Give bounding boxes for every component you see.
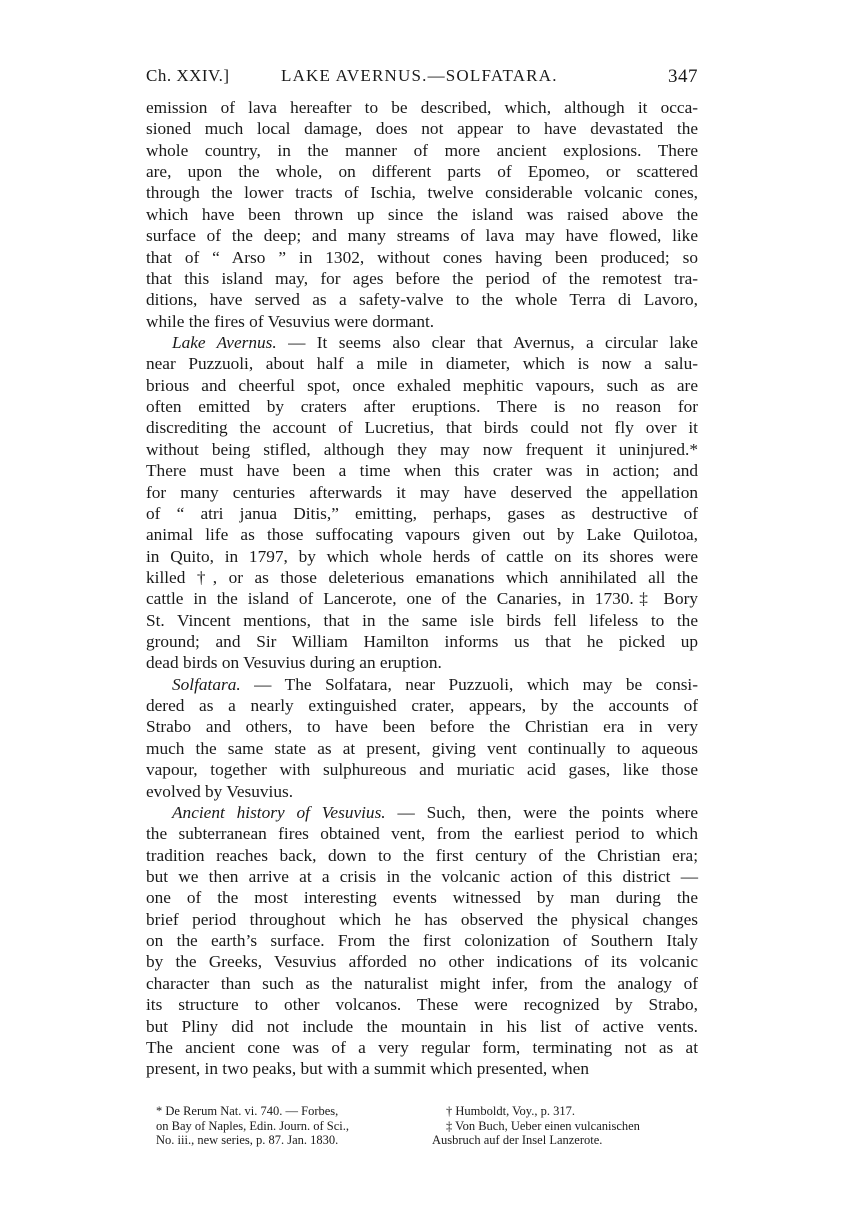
text-line: killed †, or as those deleterious emanations which annihilated all the xyxy=(146,567,698,587)
text-line: whole country, in the manner of more ancient explosions. There xyxy=(146,140,698,160)
running-title: LAKE AVERNUS.—SOLFATARA. xyxy=(281,66,558,85)
text-line: St. Vincent mentions, that in the same isle birds fell lifeless to the xyxy=(146,610,698,630)
text-line: animal life as those suffocating vapours given out by Lake Quilotoa, xyxy=(146,525,698,545)
text-line: ground; and Sir William Hamilton informs us that he picked up xyxy=(146,632,698,651)
text-line: Strabo and others, to have been before the Christian era in very xyxy=(146,717,698,737)
text-line: while the fires of Vesuvius were dormant. xyxy=(146,311,435,331)
footnotes-left xyxy=(156,1104,422,1148)
footnotes-right xyxy=(432,1104,700,1148)
text-line: evolved by Vesuvius. xyxy=(146,781,294,801)
footnote-line: No. iii., new series, p. 87. Jan. 1830. xyxy=(156,1133,339,1147)
footnote-line: * De Rerum Nat. vi. 740. — Forbes, xyxy=(156,1104,339,1118)
text-line: brief period throughout which he has observed the physical changes xyxy=(146,909,698,929)
line-text: — Such, then, were the points where xyxy=(385,802,698,822)
text-line: often emitted by craters after eruptions. There is no reason for xyxy=(146,397,698,416)
text-line: tradition reaches back, down to the first century of the Christian era; xyxy=(146,845,698,865)
text-line: There must have been a time when this crater was in action; and xyxy=(146,461,698,481)
section-heading: Lake Avernus. xyxy=(172,333,277,352)
text-line: in Quito, in 1797, by which whole herds of cattle on its shores were xyxy=(146,546,698,566)
text-line: present, in two peaks, but with a summit which presented, when xyxy=(146,1059,589,1079)
text-line: without being stifled, although they may now frequent it uninjured.* xyxy=(146,439,698,459)
text-line: ditions, have served as a safety-valve to the whole Terra di Lavoro, xyxy=(146,290,698,310)
text-line: dered as a nearly extinguished crater, appears, by the accounts of xyxy=(146,696,698,716)
text-line: that of “ Arso ” in 1302, without cones having been produced; so xyxy=(146,247,698,267)
text-line: much the same state as at present, giving vent continually to aqueous xyxy=(146,738,698,758)
chapter-label: Ch. XXIV.] xyxy=(146,66,230,85)
line-text: — It seems also clear that Avernus, a circular lake xyxy=(276,333,698,352)
text-line: dead birds on Vesuvius during an eruption. xyxy=(146,653,442,673)
line-text: — The Solfatara, near Puzzuoli, which may be consi- xyxy=(240,674,698,694)
text-line: surface of the deep; and many streams of lava may have flowed, like xyxy=(146,226,698,246)
text-line: discrediting the account of Lucretius, that birds could not fly over it xyxy=(146,418,698,438)
text-line: character than such as the naturalist might infer, from the analogy of xyxy=(146,973,698,993)
text-line: its structure to other volcanos. These were recognized by Strabo, xyxy=(146,995,698,1015)
section-heading: Solfatara. xyxy=(172,674,241,694)
text-line: for many centuries afterwards it may have deserved the appellation xyxy=(146,482,698,502)
text-line xyxy=(146,332,698,353)
text-line xyxy=(146,674,698,695)
text-line: of “ atri janua Ditis,” emitting, perhaps, gases as destructive of xyxy=(146,503,698,523)
text-line xyxy=(146,802,698,823)
text-line: but we then arrive at a crisis in the volcanic action of this district — xyxy=(146,867,698,886)
text-line: through the lower tracts of Ischia, twelve considerable volcanic cones, xyxy=(146,183,698,203)
text-line: which have been thrown up since the island was raised above the xyxy=(146,204,698,224)
text-line: near Puzzuoli, about half a mile in diameter, which is now a salu- xyxy=(146,354,698,374)
footnote-line: ‡ Von Buch, Ueber einen vulcanischen xyxy=(446,1118,640,1133)
text-line: sioned much local damage, does not appear to have devastated the xyxy=(146,119,698,139)
text-line: on the earth’s surface. From the first colonization of Southern Italy xyxy=(146,931,698,950)
footnote-line: on Bay of Naples, Edin. Journ. of Sci., xyxy=(156,1118,350,1133)
text-line: that this island may, for ages before the period of the remotest tra- xyxy=(146,268,698,288)
text-line: vapour, together with sulphureous and muriatic acid gases, like those xyxy=(146,760,698,780)
section-heading: Ancient history of Vesuvius. xyxy=(172,802,386,822)
footnote-line: † Humboldt, Voy., p. 317. xyxy=(446,1104,575,1118)
text-line: by the Greeks, Vesuvius afforded no other indications of its volcanic xyxy=(146,952,698,972)
text-line: The ancient cone was of a very regular form, terminating not as at xyxy=(146,1037,698,1057)
text-line: cattle in the island of Lancerote, one of the Canaries, in 1730.‡ Bory xyxy=(146,589,698,609)
footnote-line: Ausbruch auf der Insel Lanzerote. xyxy=(432,1133,603,1147)
text-line: are, upon the whole, on different parts of Epomeo, or scattered xyxy=(146,162,698,182)
page-number: 347 xyxy=(668,66,698,87)
text-line: the subterranean fires obtained vent, from the earliest period to which xyxy=(146,824,698,844)
text-line: emission of lava hereafter to be described, which, although it occa- xyxy=(146,98,698,117)
text-line: brious and cheerful spot, once exhaled mephitic vapours, such as are xyxy=(146,375,698,395)
text-line: but Pliny did not include the mountain in his list of active vents. xyxy=(146,1016,698,1036)
text-line: one of the most interesting events witnessed by man during the xyxy=(146,888,698,908)
